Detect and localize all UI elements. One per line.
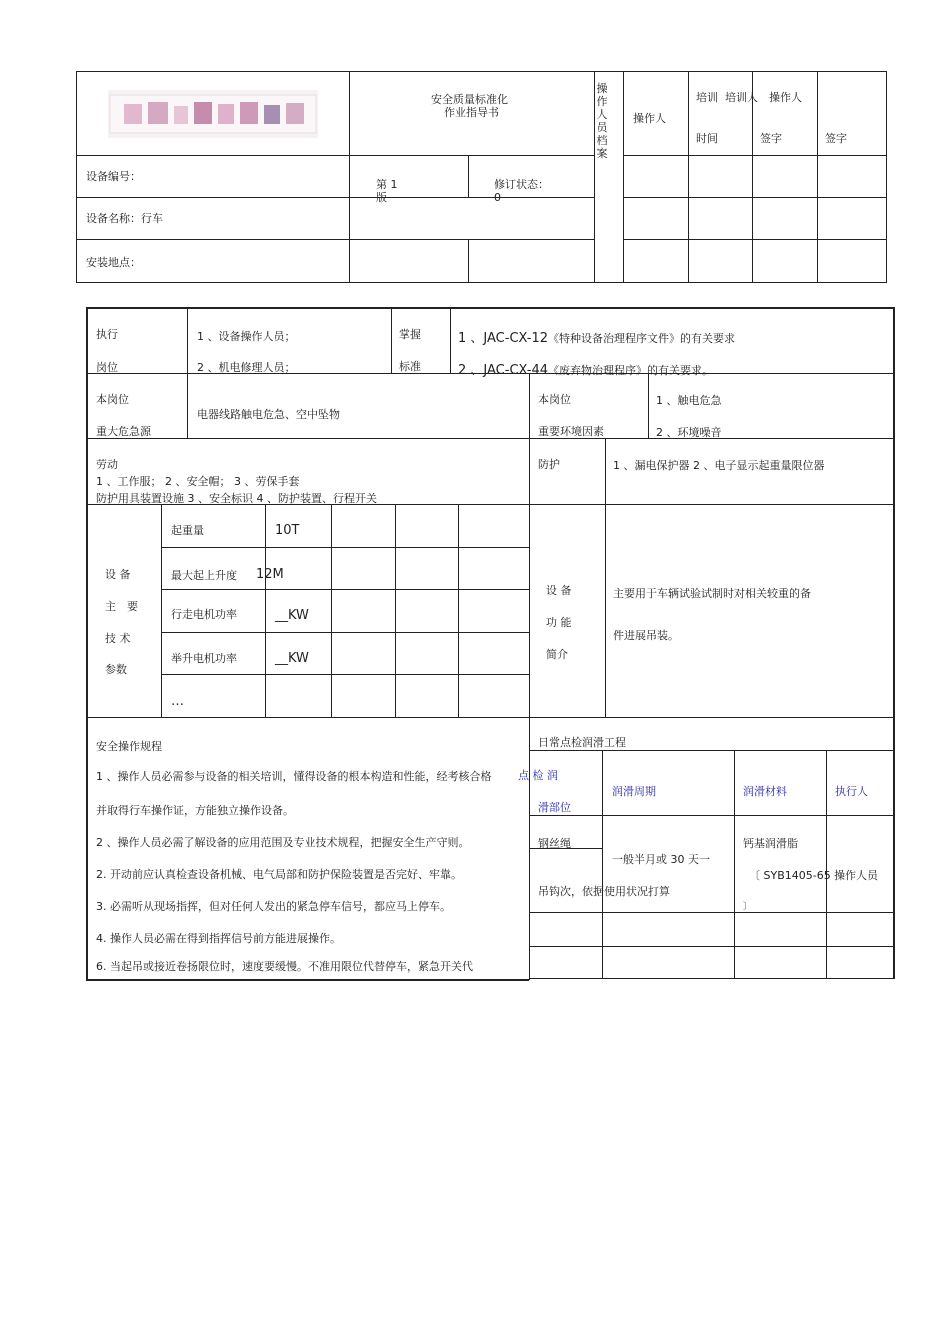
func-text-1: 主要用于车辆试验试制时对相关较重的备 [613, 587, 811, 600]
param-name: 举升电机功率 [171, 652, 237, 665]
protect-text: 1 、漏电保护器 2 、电子显示起重量限位器 [613, 459, 825, 472]
hazard-label-2: 重大危急源 [96, 425, 151, 438]
func-label-2: 功 能 [546, 616, 572, 629]
safety-rule: 1 、操作人员必需参与设备的相关培训，懂得设备的根本构造和性能，经考核合格 [96, 770, 492, 783]
param-value: 12M [256, 567, 284, 582]
hazard-text: 电器线路触电危急、空中坠物 [197, 408, 340, 421]
device-name-label: 设备名称：行车 [86, 212, 163, 225]
lube-part: 钢丝绳 [538, 837, 571, 850]
trainer-header: 培训人 [725, 91, 758, 104]
hazard-label-1: 本岗位 [96, 393, 129, 406]
labor-line-2: 防护用具装置设施 3 、安全标识 4 、防护装置、行程开关 [96, 492, 377, 505]
safety-rule: 4. 操作人员必需在得到指挥信号前方能进展操作。 [96, 932, 341, 945]
lube-exec: 操作人员 [834, 869, 878, 882]
param-name: 起重量 [171, 524, 204, 537]
operator-header: 操作人 [633, 112, 666, 125]
param-value: __KW [275, 608, 309, 623]
safety-rule: 2. 开动前应认真检查设备机械、电气局部和防护保险装置是否完好、牢靠。 [96, 868, 462, 881]
labor-label: 劳动 [96, 458, 118, 471]
training-header: 培训 [696, 91, 718, 104]
exec-item-2: 2 、机电修理人员； [197, 361, 296, 374]
lube-material-2: 〔 SYB1405-65 [749, 869, 831, 882]
param-name: … [171, 694, 184, 709]
tech-label-1: 设 备 [105, 568, 131, 581]
lube-header-exec: 执行人 [835, 785, 868, 798]
lube-material-3: 〕 [743, 902, 753, 912]
lube-cycle-2: 吊钩次，依据使用状况打算 [538, 885, 670, 898]
lube-title: 日常点检润滑工程 [538, 736, 626, 749]
edition-line1: 第 1 [376, 178, 398, 191]
sign1-header: 签字 [760, 132, 782, 145]
tech-label-3: 技 术 [105, 632, 131, 645]
param-value: 10T [275, 523, 300, 538]
exec-post-label-1: 执行 [96, 328, 118, 341]
revision-label: 修订状态： [494, 178, 549, 191]
time-header: 时间 [696, 132, 718, 145]
env-label-1: 本岗位 [538, 393, 571, 406]
safety-rule: 2 、操作人员必需了解设备的应用范围及专业技术规程，把握安全生产守则。 [96, 836, 470, 849]
sign2-header: 签字 [825, 132, 847, 145]
lube-header-material: 润滑材料 [743, 785, 787, 798]
install-location-label: 安装地点： [86, 256, 141, 269]
device-number-label: 设备编号： [86, 170, 141, 183]
func-label-1: 设 备 [546, 584, 572, 597]
safety-rule: 6. 当起吊或接近卷扬限位时，速度要缓慢。不准用限位代替停车，紧急开关代 [96, 960, 473, 973]
exec-post-label-2: 岗位 [96, 361, 118, 374]
param-value: __KW [275, 651, 309, 666]
lube-cycle-1: 一般半月或 30 天一 [612, 853, 710, 866]
env-label-2: 重要环境因素 [538, 425, 604, 438]
func-label-3: 简介 [546, 648, 568, 661]
param-name: 最大起上升度 [171, 569, 237, 582]
labor-line-1: 1 、工作服； 2 、安全帽； 3 、劳保手套 [96, 475, 300, 488]
func-text-2: 件进展吊装。 [613, 629, 679, 642]
tech-label-4: 参数 [105, 663, 127, 676]
env-item-2: 2 、环境噪音 [656, 426, 722, 439]
operator2-header: 操作人 [769, 91, 802, 104]
doc-title-line1: 安全质量标准化 [431, 93, 508, 106]
exec-item-1: 1 、设备操作人员； [197, 330, 296, 343]
company-logo [108, 90, 318, 138]
protect-label: 防护 [538, 458, 560, 471]
standard-1: 1 、JAC-CX-12《特种设备治理程序文件》的有关要求 [458, 331, 736, 346]
safety-rule: 并取得行车操作证，方能独立操作设备。 [96, 804, 294, 817]
env-item-1: 1 、触电危急 [656, 394, 722, 407]
tech-label-2: 主 要 [105, 600, 138, 613]
doc-title-line2: 作业指导书 [444, 106, 499, 119]
master-label-2: 标准 [399, 360, 421, 373]
lube-material-1: 钙基润滑脂 [743, 837, 798, 850]
safety-rule: 3. 必需听从现场指挥，但对任何人发出的紧急停车信号，都应马上停车。 [96, 900, 451, 913]
lube-header-part-1: 点 检 润 [518, 769, 558, 782]
param-name: 行走电机功率 [171, 608, 237, 621]
revision-value: 0 [494, 191, 501, 204]
standard-2: 2 、JAC-CX-44《废弃物治理程序》的有关要求。 [458, 363, 714, 378]
edition-line2: 版 [376, 191, 387, 204]
safety-title: 安全操作规程 [96, 740, 162, 753]
master-label-1: 掌握 [399, 328, 421, 341]
lube-header-cycle: 润滑周期 [612, 785, 656, 798]
lube-header-part-2: 滑部位 [538, 801, 571, 814]
